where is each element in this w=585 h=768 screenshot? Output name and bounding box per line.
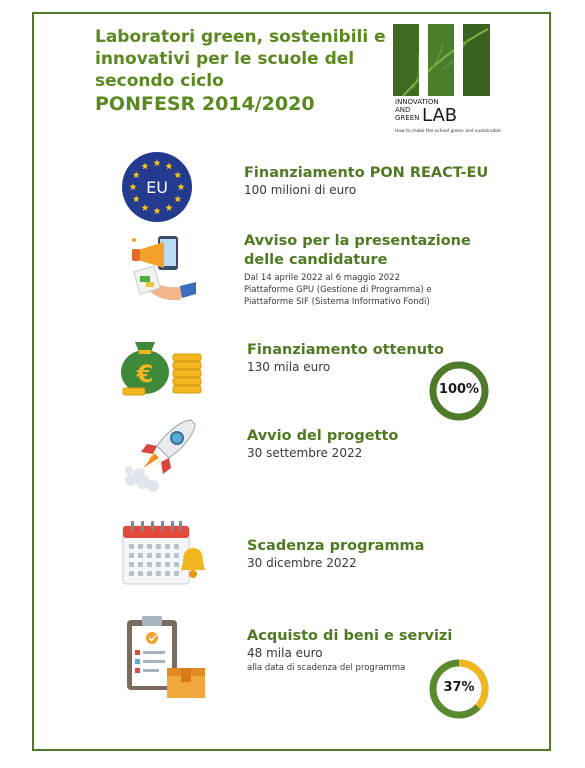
start-date: 30 settembre 2022 xyxy=(247,446,363,460)
title-line-2: PONFESR 2014/2020 xyxy=(95,93,315,115)
clipboard-icon xyxy=(125,612,211,700)
logo-lab: LAB xyxy=(422,105,458,126)
notice-platform-1: Piattaforme GPU (Gestione di Programma) e xyxy=(244,285,432,295)
logo-innovation: INNOVATION xyxy=(395,98,439,106)
eu-badge-label: EU xyxy=(146,178,168,197)
obtained-progress-label: 100% xyxy=(438,382,480,397)
notice-title-2: delle candidature xyxy=(244,252,388,268)
obtained-amount: 130 mila euro xyxy=(247,360,331,374)
deadline-date: 30 dicembre 2022 xyxy=(247,556,357,570)
purchase-amount: 48 mila euro xyxy=(247,646,323,660)
page-title xyxy=(95,26,395,115)
purchase-title: Acquisto di beni e servizi xyxy=(247,628,453,644)
purchase-progress-label: 37% xyxy=(443,680,475,695)
deadline-title: Scadenza programma xyxy=(247,538,425,554)
logo-and: AND xyxy=(395,106,411,114)
logo-tagline: How to make the school green and sustainable xyxy=(395,129,501,134)
megaphone-icon xyxy=(124,232,198,304)
obtained-title: Finanziamento ottenuto xyxy=(247,342,444,358)
svg-text:€: € xyxy=(136,360,154,388)
purchase-note: alla data di scadenza del programma xyxy=(247,663,406,673)
eu-flag-icon xyxy=(121,151,193,223)
calendar-icon xyxy=(121,520,205,586)
title-line-1: Laboratori green, sostenibili e innovativi per le scuole del secondo ciclo xyxy=(95,27,386,91)
logo-green: GREEN xyxy=(395,114,420,122)
funding-amount: 100 milioni di euro xyxy=(244,183,357,197)
notice-platform-2: Piattaforme SIF (Sistema Informativo Fondi) xyxy=(244,297,430,307)
money-bag-icon xyxy=(117,330,207,396)
start-title: Avvio del progetto xyxy=(247,428,399,444)
rocket-icon xyxy=(121,414,201,494)
notice-dates: Dal 14 aprile 2022 al 6 maggio 2022 xyxy=(244,273,400,283)
notice-title-1: Avviso per la presentazione xyxy=(244,233,471,249)
funding-title: Finanziamento PON REACT-EU xyxy=(244,165,489,181)
innovation-lab-logo xyxy=(393,24,501,137)
